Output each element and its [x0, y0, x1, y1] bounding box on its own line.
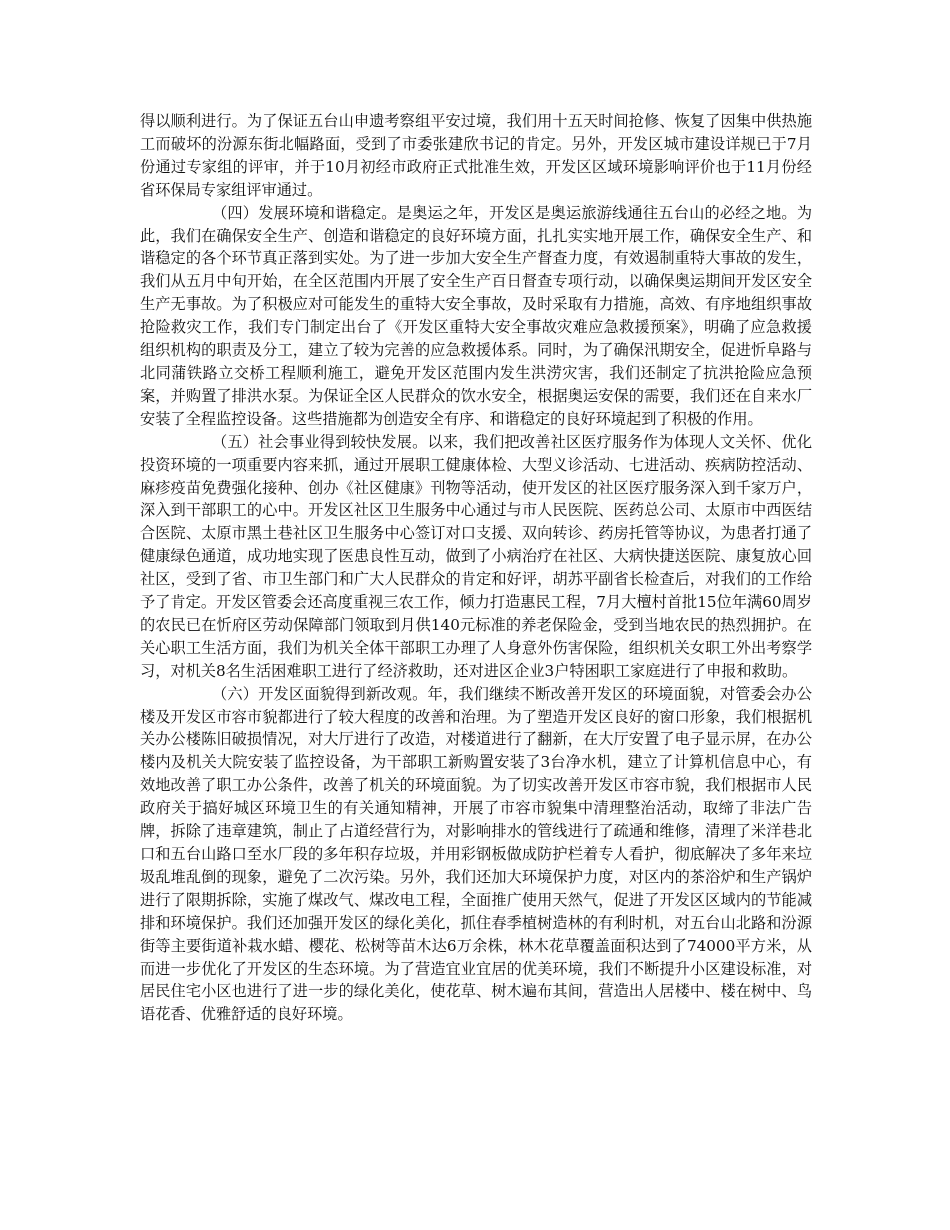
paragraph-district-appearance: （六）开发区面貌得到新改观。年，我们继续不断改善开发区的环境面貌，对管委会办公楼及开发区市容市貌都进行了较大程度的改善和治理。为了塑造开发区良好的窗口形象，我们根据机关办公楼陈旧破损情况，对大厅进行了改造，对楼道进行了翻新，在大厅安置了电子显示屏，在办公楼内及机关大院安装了监控设备，为干部职工新购置安装了3台净水机，建立了计算机信息中心，有效地改善了职工办公条件，改善了机关的环境面貌。为了切实改善开发区市容市貌，我们根据市人民政府关于搞好城区环境卫生的有关通知精神，开展了市容市貌集中清理整治活动，取缔了非法广告牌，拆除了违章建筑，制止了占道经营行为，对影响排水的管线进行了疏通和维修，清理了米洋巷北口和五台山路口至水厂段的多年积存垃圾，并用彩钢板做成防护栏着专人看护，彻底解决了多年来垃圾乱堆乱倒的现象，避免了二次污染。另外，我们还加大环境保护力度，对区内的茶浴炉和生产锅炉进行了限期拆除，实施了煤改气、煤改电工程，全面推广使用天然气，促进了开发区区域内的节能减排和环境保护。我们还加强开发区的绿化美化，抓住春季植树造林的有利时机，对五台山北路和汾源街等主要街道补栽水蜡、樱花、松树等苗木达6万余株，林木花草覆盖面积达到了74000平方米，从而进一步优化了开发区的生态环境。为了营造宜业宜居的优美环境，我们不断提升小区建设标准，对居民住宅小区也进行了进一步的绿化美化，使花草、树木遍布其间，营造出人居楼中、楼在树中、鸟语花香、优雅舒适的良好环境。 [140, 684, 812, 1024]
paragraph-development-environment: （四）发展环境和谐稳定。是奥运之年，开发区是奥运旅游线通往五台山的必经之地。为此，我们在确保安全生产、创造和谐稳定的良好环境方面，扎扎实实地开展工作，确保安全生产、和谐稳定的各个环节真正落到实处。为了进一步加大安全生产督查力度，有效遏制重特大事故的发生，我们从五月中旬开始，在全区范围内开展了安全生产百日督查专项行动，以确保奥运期间开发区安全生产无事故。为了积极应对可能发生的重特大安全事故，及时采取有力措施，高效、有序地组织事故抢险救灾工作，我们专门制定出台了《开发区重特大安全事故灾难应急救援预案》，明确了应急救援组织机构的职责及分工，建立了较为完善的应急救援体系。同时，为了确保汛期安全，促进忻阜路与北同蒲铁路立交桥工程顺利施工，避免开发区范围内发生洪涝灾害，我们还制定了抗洪抢险应急预案，并购置了排洪水泵。为保证全区人民群众的饮水安全，根据奥运安保的需要，我们还在自来水厂安装了全程监控设备。这些措施都为创造安全有序、和谐稳定的良好环境起到了积极的作用。 [140, 203, 812, 428]
paragraph-social-affairs: （五）社会事业得到较快发展。以来，我们把改善社区医疗服务作为体现人文关怀、优化投资环境的一项重要内容来抓，通过开展职工健康体检、大型义诊活动、七进活动、疾病防控活动、麻疹疫苗免费强化接种、创办《社区健康》刊物等活动，使开发区的社区医疗服务深入到千家万户，深入到干部职工的心中。开发区社区卫生服务中心通过与市人民医院、医药总公司、太原市中西医结合医院、太原市黑土巷社区卫生服务中心签订对口支援、双向转诊、药房托管等协议，为患者打通了健康绿色通道，成功地实现了医患良性互动，做到了小病治疗在社区、大病快捷送医院、康复放心回社区，受到了省、市卫生部门和广大人民群众的肯定和好评，胡苏平副省长检查后，对我们的工作给予了肯定。开发区管委会还高度重视三农工作，倾力打造惠民工程，7月大檀村首批15位年满60周岁的农民已在忻府区劳动保障部门领取到月供140元标准的养老保险金，受到当地农民的热烈拥护。在关心职工生活方面，我们为机关全体干部职工办理了人身意外伤害保险，组织机关女职工外出考察学习，对机关8名生活困难职工进行了经济救助，还对进区企业3户特困职工家庭进行了申报和救助。 [140, 432, 812, 680]
paragraph-urban-planning: 得以顺利进行。为了保证五台山申遗考察组平安过境，我们用十五天时间抢修、恢复了因集中供热施工而破坏的汾源东街北幅路面，受到了市委张建欣书记的肯定。另外，开发区城市建设详规已于7月份通过专家组的评审，并于10月初经市政府正式批准生效，开发区区域环境影响评价也于11月份经省环保局专家组评审通过。 [140, 112, 812, 199]
document-page [140, 110, 812, 1026]
